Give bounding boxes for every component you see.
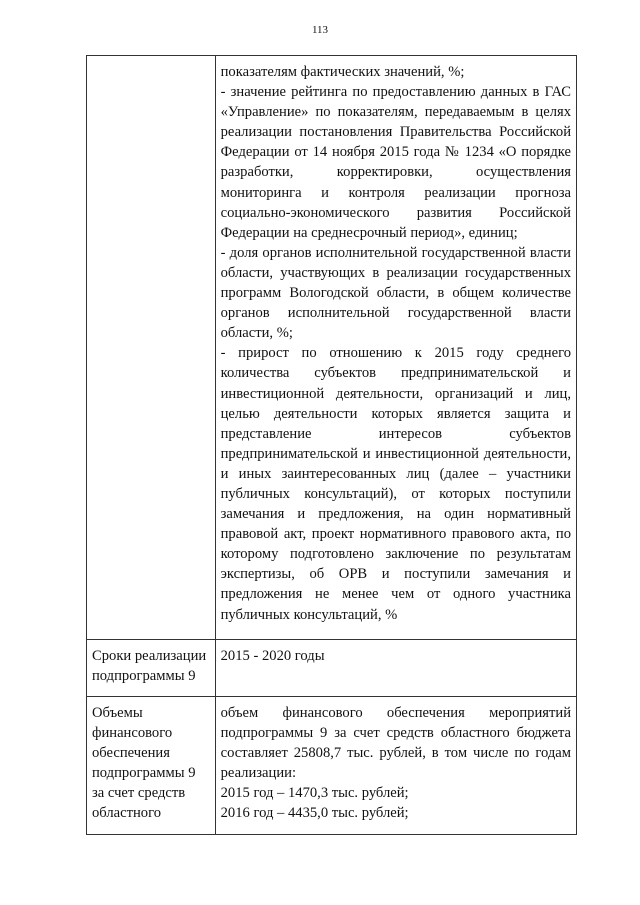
funding-text: объем финансового обеспечения мероприятий подпрограммы 9 за счет средств областного бюджета составляет 25808,7 тыс. рублей, в том числе по годам реализации:	[220, 705, 571, 781]
funding-year: 2016 год – 4435,0 тыс. рублей;	[220, 805, 409, 821]
row-content-cell	[215, 640, 576, 697]
indicator-text: - доля органов исполнительной государственной власти области, участвующих в реализации государственных программ Вологодской области, в общем количестве органов исполнительной государственной власти области, %;	[220, 244, 571, 342]
indicator-text: показателям фактических значений, %;	[220, 64, 465, 80]
row-label: Объемы финансового обеспечения подпрограммы 9 за счет средств областного	[92, 705, 196, 821]
row-content-cell	[215, 697, 576, 835]
row-label: Сроки реализации подпрограммы 9	[92, 648, 207, 684]
page-number: 113	[311, 24, 329, 36]
timeline-text: 2015 - 2020 годы	[220, 648, 325, 664]
row-label-cell	[87, 640, 216, 697]
row-content-cell	[215, 56, 576, 640]
indicator-text: - прирост по отношению к 2015 году среднего количества субъектов предпринимательской и инвестиционной деятельности, организаций и лиц, целью деятельности которых является защита и представление интересов субъектов предпринимательской и инвестиционной деятельности, и иных заинтересованных лиц (далее – участники публичных консультаций), от которых поступили замечания и предложения, на один нормативный правовой акт, проект нормативного правового акта, по которому подготовлено заключение по результатам экспертизы, об ОРВ и поступили замечания и предложения не менее чем от одного участника публичных консультаций, %	[220, 345, 571, 623]
funding-year: 2015 год – 1470,3 тыс. рублей;	[220, 785, 409, 801]
table-row-timeline	[87, 640, 577, 697]
row-label-cell	[87, 697, 216, 835]
table-row-funding	[87, 697, 577, 835]
row-label-cell	[87, 56, 216, 640]
passport-table	[86, 55, 577, 835]
indicator-text: - значение рейтинга по предоставлению данных в ГАС «Управление» по показателям, передаваемым в целях реализации постановления Правительства Российской Федерации от 14 ноября 2015 года № 1234 «О порядке разработки, корректировки, осуществления мониторинга и контроля реализации прогноза социально-экономического развития Российской Федерации на среднесрочный период», единиц;	[220, 84, 571, 241]
table-row-indicators	[87, 56, 577, 640]
